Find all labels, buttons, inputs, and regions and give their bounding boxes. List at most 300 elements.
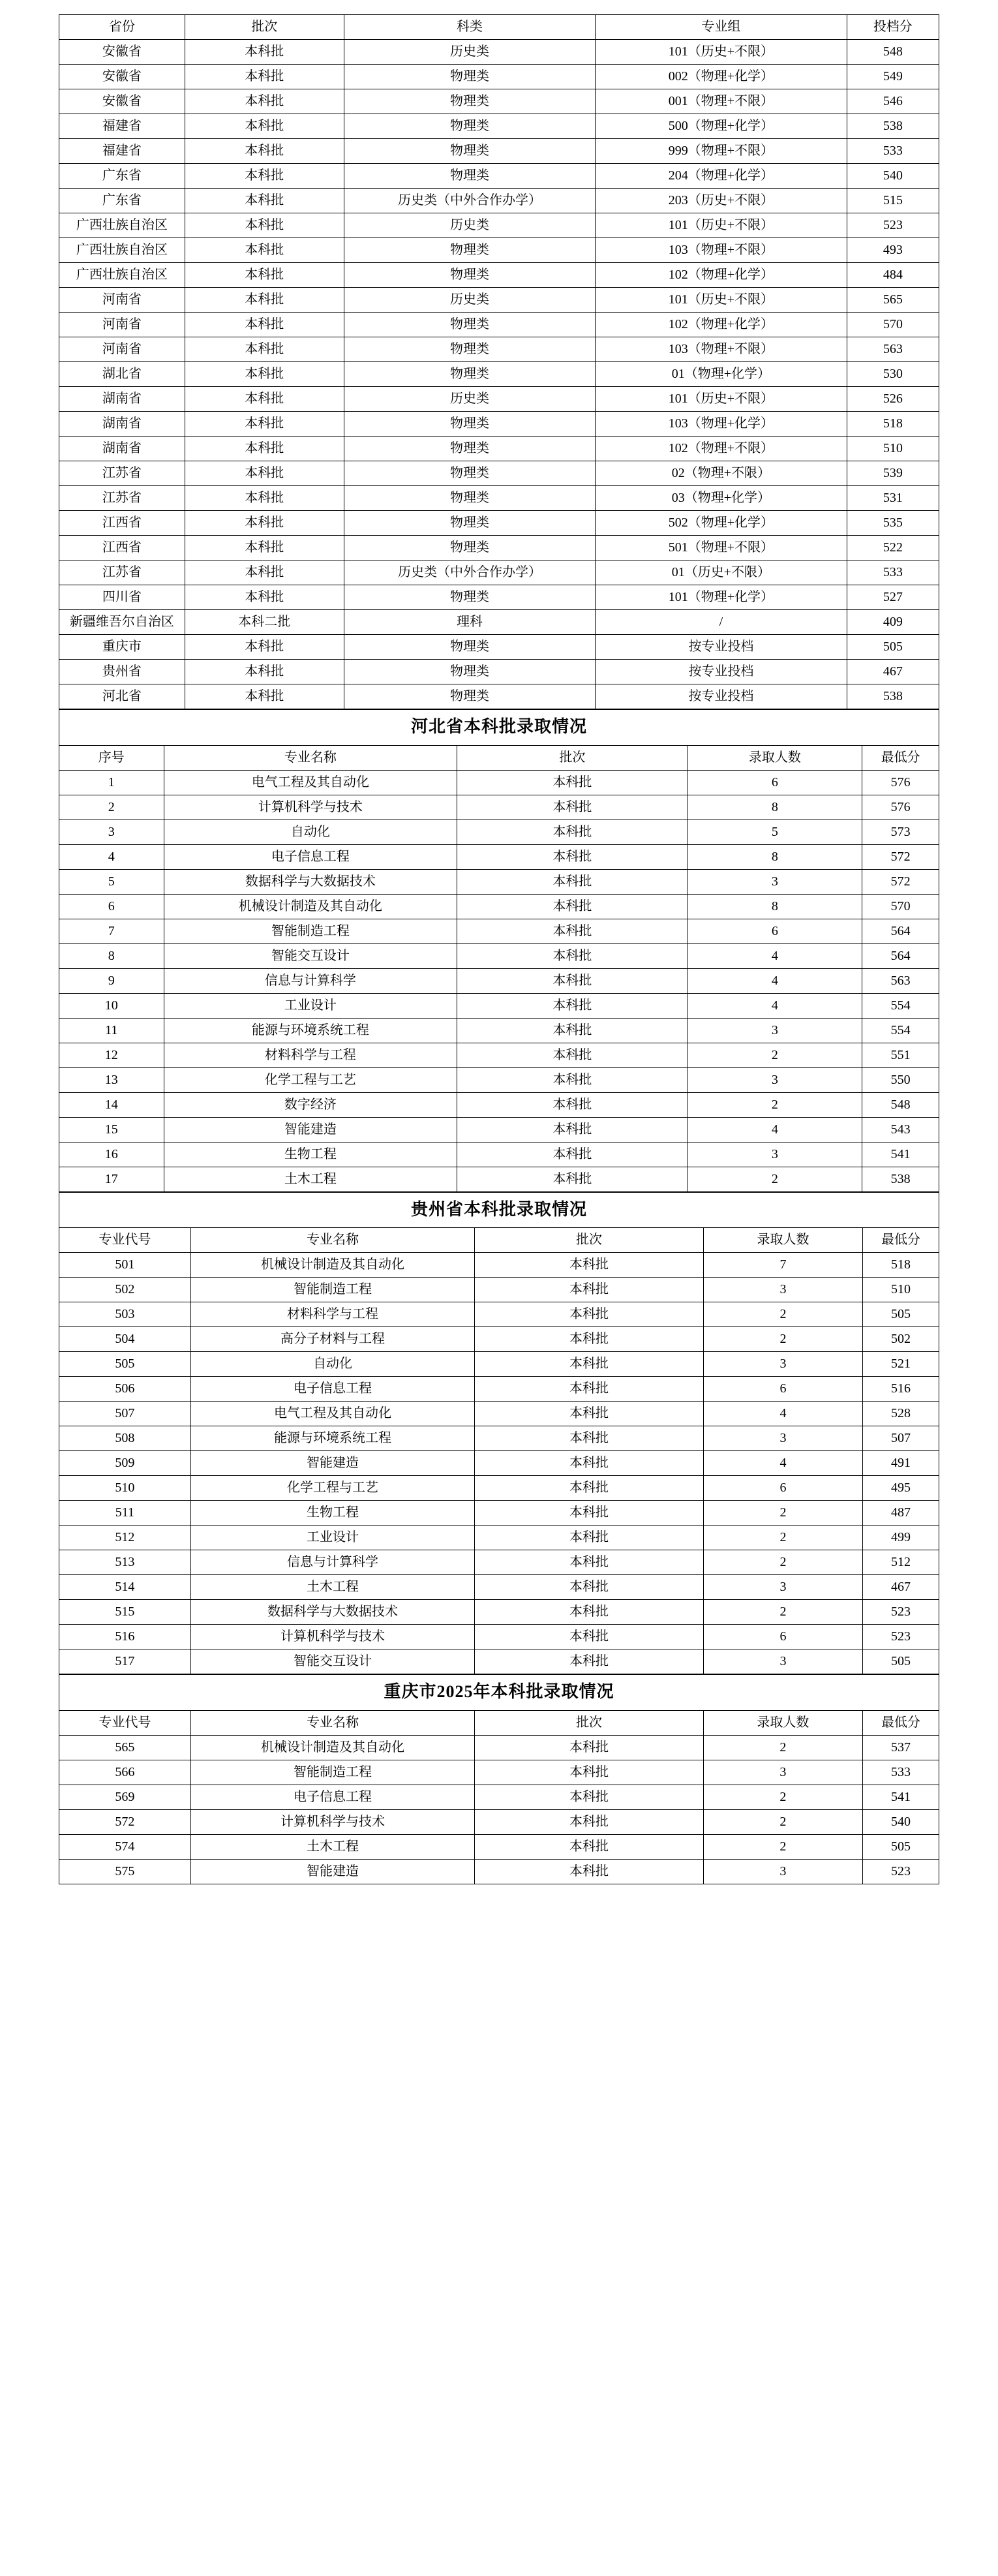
cell-batch: 本科批: [185, 139, 344, 164]
table-row: [59, 263, 939, 288]
table-row: [59, 919, 939, 943]
cell-admitted-count: 2: [703, 1834, 862, 1859]
column-header-admitted-count: 录取人数: [703, 1228, 862, 1253]
column-header-batch: 批次: [185, 15, 344, 40]
cell-index: 1: [59, 770, 164, 795]
cell-min-score: 510: [863, 1278, 939, 1302]
cell-score: 533: [847, 139, 939, 164]
cell-major-group: 101（历史+不限）: [596, 387, 847, 412]
table-row: [59, 362, 939, 387]
cell-admitted-count: 4: [688, 1117, 862, 1142]
column-header-min-score: 最低分: [863, 1228, 939, 1253]
cell-index: 9: [59, 968, 164, 993]
cell-batch: 本科批: [475, 1550, 704, 1575]
guizhou-section-title: 贵州省本科批录取情况: [59, 1192, 939, 1228]
cell-major-code: 503: [59, 1302, 191, 1327]
cell-batch: 本科批: [457, 1018, 688, 1043]
cell-major-name: 信息与计算科学: [190, 1550, 474, 1575]
cell-major-name: 土木工程: [164, 1167, 457, 1191]
cell-major-group: 501（物理+不限）: [596, 536, 847, 560]
cell-batch: 本科批: [475, 1377, 704, 1402]
cell-admitted-count: 8: [688, 844, 862, 869]
column-header-major-code: 专业代号: [59, 1710, 191, 1735]
cell-batch: 本科批: [457, 894, 688, 919]
cell-index: 16: [59, 1142, 164, 1167]
cell-score: 484: [847, 263, 939, 288]
table-row: [59, 40, 939, 65]
cell-admitted-count: 2: [703, 1327, 862, 1352]
cell-batch: 本科批: [185, 511, 344, 536]
cell-batch: 本科批: [185, 40, 344, 65]
table-row: [59, 114, 939, 139]
cell-admitted-count: 2: [703, 1526, 862, 1550]
cell-min-score: 576: [862, 770, 939, 795]
cell-subject: 物理类: [344, 684, 595, 709]
table-row: [59, 89, 939, 114]
table-row: [59, 511, 939, 536]
cell-major-name: 智能建造: [190, 1451, 474, 1476]
cell-index: 15: [59, 1117, 164, 1142]
cell-batch: 本科批: [475, 1625, 704, 1649]
table-row: [59, 1426, 939, 1451]
cell-major-name: 计算机科学与技术: [190, 1809, 474, 1834]
cell-admitted-count: 2: [703, 1735, 862, 1760]
cell-score: 539: [847, 461, 939, 486]
cell-score: 531: [847, 486, 939, 511]
cell-batch: 本科批: [185, 660, 344, 684]
cell-admitted-count: 3: [688, 869, 862, 894]
cell-subject: 物理类: [344, 238, 595, 263]
table-row: [59, 993, 939, 1018]
table-row: [59, 412, 939, 437]
cell-province: 湖南省: [59, 387, 185, 412]
cell-major-group: 203（历史+不限）: [596, 189, 847, 213]
table-row: [59, 1735, 939, 1760]
guizhou-table-head: [59, 1192, 939, 1253]
cell-min-score: 523: [863, 1859, 939, 1884]
cell-index: 4: [59, 844, 164, 869]
cell-province: 福建省: [59, 114, 185, 139]
cell-min-score: 554: [862, 1018, 939, 1043]
table-row: [59, 189, 939, 213]
cell-subject: 物理类: [344, 139, 595, 164]
cell-batch: 本科批: [475, 1785, 704, 1809]
cell-major-group: 999（物理+不限）: [596, 139, 847, 164]
cell-score: 527: [847, 585, 939, 610]
cell-major-name: 材料科学与工程: [164, 1043, 457, 1067]
cell-major-name: 智能制造工程: [190, 1760, 474, 1785]
table-row: [59, 1649, 939, 1674]
cell-major-group: 103（物理+不限）: [596, 337, 847, 362]
cell-index: 13: [59, 1067, 164, 1092]
cell-subject: 物理类: [344, 164, 595, 189]
table-row: [59, 660, 939, 684]
cell-min-score: 528: [863, 1402, 939, 1426]
table-row: [59, 1809, 939, 1834]
table-row: [59, 635, 939, 660]
cell-batch: 本科批: [185, 238, 344, 263]
column-header-index: 序号: [59, 745, 164, 770]
table-header-row: [59, 15, 939, 40]
hebei-table-body: [59, 770, 939, 1191]
cell-subject: 历史类: [344, 40, 595, 65]
section-title-row: [59, 1675, 939, 1711]
cell-province: 江苏省: [59, 486, 185, 511]
table-row: [59, 1377, 939, 1402]
table-row: [59, 65, 939, 89]
table-row: [59, 770, 939, 795]
cell-major-name: 电气工程及其自动化: [190, 1402, 474, 1426]
table-row: [59, 387, 939, 412]
cell-batch: 本科批: [185, 560, 344, 585]
cell-admitted-count: 3: [703, 1426, 862, 1451]
cell-subject: 物理类: [344, 660, 595, 684]
cell-min-score: 564: [862, 943, 939, 968]
cell-score: 540: [847, 164, 939, 189]
cell-score: 522: [847, 536, 939, 560]
guizhou-table-body: [59, 1253, 939, 1674]
cell-subject: 物理类: [344, 585, 595, 610]
cell-admitted-count: 3: [703, 1575, 862, 1600]
table-row: [59, 560, 939, 585]
table-row: [59, 337, 939, 362]
hebei-section-title: 河北省本科批录取情况: [59, 710, 939, 746]
cell-batch: 本科批: [475, 1600, 704, 1625]
cell-index: 6: [59, 894, 164, 919]
cell-major-code: 517: [59, 1649, 191, 1674]
section-title-row: [59, 710, 939, 746]
table-row: [59, 1760, 939, 1785]
cell-major-name: 工业设计: [190, 1526, 474, 1550]
cell-batch: 本科批: [475, 1649, 704, 1674]
cell-subject: 历史类: [344, 213, 595, 238]
cell-min-score: 540: [863, 1809, 939, 1834]
cell-batch: 本科批: [185, 536, 344, 560]
cell-subject: 物理类: [344, 412, 595, 437]
cell-major-name: 能源与环境系统工程: [164, 1018, 457, 1043]
cell-batch: 本科批: [475, 1352, 704, 1377]
cell-major-code: 575: [59, 1859, 191, 1884]
table-row: [59, 1167, 939, 1191]
cell-major-name: 化学工程与工艺: [190, 1476, 474, 1501]
cell-batch: 本科批: [475, 1809, 704, 1834]
cell-batch: 本科批: [185, 164, 344, 189]
cell-min-score: 505: [863, 1302, 939, 1327]
cell-admitted-count: 2: [703, 1550, 862, 1575]
section-title-row: [59, 1192, 939, 1228]
cell-index: 17: [59, 1167, 164, 1191]
cell-major-code: 565: [59, 1735, 191, 1760]
cell-major-group: 102（物理+不限）: [596, 437, 847, 461]
cell-batch: 本科批: [475, 1575, 704, 1600]
cell-major-name: 电子信息工程: [190, 1377, 474, 1402]
cell-batch: 本科批: [457, 993, 688, 1018]
cell-batch: 本科批: [185, 362, 344, 387]
cell-batch: 本科批: [185, 213, 344, 238]
cell-major-group: 101（历史+不限）: [596, 213, 847, 238]
table-row: [59, 795, 939, 820]
cell-batch: 本科批: [475, 1859, 704, 1884]
cell-score: 538: [847, 684, 939, 709]
cell-major-name: 计算机科学与技术: [190, 1625, 474, 1649]
cell-index: 14: [59, 1092, 164, 1117]
cell-major-name: 工业设计: [164, 993, 457, 1018]
cell-batch: 本科批: [457, 943, 688, 968]
cell-score: 493: [847, 238, 939, 263]
cell-province: 湖南省: [59, 412, 185, 437]
cell-min-score: 495: [863, 1476, 939, 1501]
cell-subject: 物理类: [344, 65, 595, 89]
cell-major-group: 101（历史+不限）: [596, 288, 847, 313]
cell-admitted-count: 7: [703, 1253, 862, 1278]
table-row: [59, 437, 939, 461]
cell-batch: 本科批: [475, 1735, 704, 1760]
cell-major-group: 01（历史+不限）: [596, 560, 847, 585]
cell-min-score: 550: [862, 1067, 939, 1092]
cell-batch: 本科批: [185, 635, 344, 660]
chongqing-section-title: 重庆市2025年本科批录取情况: [59, 1675, 939, 1711]
cell-province: 广东省: [59, 164, 185, 189]
cell-min-score: 518: [863, 1253, 939, 1278]
table-row: [59, 1402, 939, 1426]
cell-batch: 本科批: [475, 1834, 704, 1859]
cell-batch: 本科批: [185, 114, 344, 139]
cell-province: 江西省: [59, 511, 185, 536]
cell-province: 安徽省: [59, 40, 185, 65]
cell-min-score: 538: [862, 1167, 939, 1191]
cell-batch: 本科批: [457, 795, 688, 820]
cell-admitted-count: 4: [688, 968, 862, 993]
table-row: [59, 1278, 939, 1302]
table-row: [59, 139, 939, 164]
table-row: [59, 536, 939, 560]
cell-batch: 本科批: [475, 1302, 704, 1327]
cell-major-code: 572: [59, 1809, 191, 1834]
cell-index: 11: [59, 1018, 164, 1043]
column-header-major-code: 专业代号: [59, 1228, 191, 1253]
cell-min-score: 523: [863, 1625, 939, 1649]
cell-province: 新疆维吾尔自治区: [59, 610, 185, 635]
cell-batch: 本科批: [185, 89, 344, 114]
cell-admitted-count: 3: [703, 1352, 862, 1377]
cell-subject: 物理类: [344, 263, 595, 288]
cell-admitted-count: 5: [688, 820, 862, 844]
cell-province: 重庆市: [59, 635, 185, 660]
cell-admitted-count: 3: [703, 1760, 862, 1785]
cell-batch: 本科批: [457, 1142, 688, 1167]
cell-major-name: 智能建造: [164, 1117, 457, 1142]
cell-min-score: 554: [862, 993, 939, 1018]
cell-subject: 历史类: [344, 387, 595, 412]
table-row: [59, 1526, 939, 1550]
cell-min-score: 521: [863, 1352, 939, 1377]
cell-index: 12: [59, 1043, 164, 1067]
cell-admitted-count: 8: [688, 795, 862, 820]
table-row: [59, 1018, 939, 1043]
table-row: [59, 844, 939, 869]
cell-province: 广西壮族自治区: [59, 238, 185, 263]
cell-major-name: 高分子材料与工程: [190, 1327, 474, 1352]
cell-major-name: 智能交互设计: [164, 943, 457, 968]
cell-major-group: 101（历史+不限）: [596, 40, 847, 65]
cell-min-score: 541: [862, 1142, 939, 1167]
cell-batch: 本科批: [457, 1043, 688, 1067]
cell-major-name: 材料科学与工程: [190, 1302, 474, 1327]
cell-province: 河南省: [59, 313, 185, 337]
cell-province: 河南省: [59, 288, 185, 313]
cell-province: 湖北省: [59, 362, 185, 387]
cell-min-score: 576: [862, 795, 939, 820]
cell-province: 湖南省: [59, 437, 185, 461]
cell-batch: 本科批: [457, 844, 688, 869]
cell-major-name: 生物工程: [164, 1142, 457, 1167]
cell-major-name: 智能制造工程: [164, 919, 457, 943]
cell-subject: 理科: [344, 610, 595, 635]
cell-batch: 本科批: [457, 1092, 688, 1117]
table-row: [59, 684, 939, 709]
cell-score: 518: [847, 412, 939, 437]
cell-score: 538: [847, 114, 939, 139]
cell-major-code: 511: [59, 1501, 191, 1526]
table-header-row: [59, 1710, 939, 1735]
cell-major-group: 03（物理+化学）: [596, 486, 847, 511]
provinces-score-table: [59, 14, 939, 709]
cell-major-group: 按专业投档: [596, 660, 847, 684]
cell-min-score: 572: [862, 844, 939, 869]
cell-major-name: 信息与计算科学: [164, 968, 457, 993]
cell-major-name: 土木工程: [190, 1834, 474, 1859]
table-header-row: [59, 745, 939, 770]
cell-major-name: 智能制造工程: [190, 1278, 474, 1302]
cell-min-score: 507: [863, 1426, 939, 1451]
table-row: [59, 1859, 939, 1884]
cell-admitted-count: 2: [703, 1501, 862, 1526]
cell-batch: 本科批: [185, 337, 344, 362]
cell-admitted-count: 2: [703, 1302, 862, 1327]
table-row: [59, 1785, 939, 1809]
cell-major-name: 数据科学与大数据技术: [190, 1600, 474, 1625]
cell-index: 5: [59, 869, 164, 894]
cell-batch: 本科批: [457, 820, 688, 844]
cell-major-code: 501: [59, 1253, 191, 1278]
cell-major-group: 002（物理+化学）: [596, 65, 847, 89]
cell-major-group: 01（物理+化学）: [596, 362, 847, 387]
cell-min-score: 537: [863, 1735, 939, 1760]
cell-admitted-count: 6: [703, 1625, 862, 1649]
cell-major-group: 103（物理+化学）: [596, 412, 847, 437]
cell-subject: 物理类: [344, 313, 595, 337]
cell-major-name: 智能建造: [190, 1859, 474, 1884]
cell-subject: 物理类: [344, 114, 595, 139]
cell-min-score: 516: [863, 1377, 939, 1402]
column-header-major-name: 专业名称: [190, 1710, 474, 1735]
cell-major-name: 土木工程: [190, 1575, 474, 1600]
cell-major-group: 502（物理+化学）: [596, 511, 847, 536]
cell-major-code: 515: [59, 1600, 191, 1625]
cell-batch: 本科批: [185, 486, 344, 511]
cell-index: 7: [59, 919, 164, 943]
cell-score: 565: [847, 288, 939, 313]
cell-province: 福建省: [59, 139, 185, 164]
cell-major-code: 513: [59, 1550, 191, 1575]
cell-admitted-count: 3: [688, 1018, 862, 1043]
cell-batch: 本科批: [475, 1501, 704, 1526]
cell-batch: 本科批: [475, 1760, 704, 1785]
cell-province: 安徽省: [59, 89, 185, 114]
chongqing-table-head: [59, 1675, 939, 1736]
cell-admitted-count: 3: [703, 1649, 862, 1674]
table-row: [59, 313, 939, 337]
table-row: [59, 610, 939, 635]
cell-admitted-count: 3: [688, 1142, 862, 1167]
cell-major-name: 智能交互设计: [190, 1649, 474, 1674]
cell-batch: 本科批: [185, 585, 344, 610]
cell-batch: 本科批: [457, 770, 688, 795]
cell-major-code: 569: [59, 1785, 191, 1809]
cell-subject: 物理类: [344, 89, 595, 114]
cell-admitted-count: 3: [688, 1067, 862, 1092]
cell-subject: 物理类: [344, 337, 595, 362]
cell-subject: 物理类: [344, 536, 595, 560]
cell-batch: 本科批: [185, 65, 344, 89]
cell-major-code: 512: [59, 1526, 191, 1550]
cell-batch: 本科批: [457, 1067, 688, 1092]
cell-batch: 本科批: [457, 1117, 688, 1142]
cell-score: 523: [847, 213, 939, 238]
cell-score: 563: [847, 337, 939, 362]
cell-major-name: 电气工程及其自动化: [164, 770, 457, 795]
cell-major-code: 502: [59, 1278, 191, 1302]
cell-major-group: 101（物理+化学）: [596, 585, 847, 610]
cell-min-score: 570: [862, 894, 939, 919]
provinces-table-body: [59, 40, 939, 709]
column-header-batch: 批次: [475, 1710, 704, 1735]
cell-admitted-count: 6: [703, 1476, 862, 1501]
cell-admitted-count: 3: [703, 1859, 862, 1884]
cell-score: 546: [847, 89, 939, 114]
cell-min-score: 548: [862, 1092, 939, 1117]
chongqing-admission-table: [59, 1674, 939, 1884]
cell-major-name: 计算机科学与技术: [164, 795, 457, 820]
cell-admitted-count: 4: [703, 1451, 862, 1476]
cell-major-name: 机械设计制造及其自动化: [190, 1735, 474, 1760]
cell-province: 四川省: [59, 585, 185, 610]
cell-major-code: 506: [59, 1377, 191, 1402]
cell-major-code: 574: [59, 1834, 191, 1859]
cell-major-code: 509: [59, 1451, 191, 1476]
table-row: [59, 1043, 939, 1067]
cell-subject: 历史类: [344, 288, 595, 313]
cell-major-code: 510: [59, 1476, 191, 1501]
cell-province: 贵州省: [59, 660, 185, 684]
table-row: [59, 1092, 939, 1117]
provinces-table-head: [59, 15, 939, 40]
cell-province: 江苏省: [59, 461, 185, 486]
cell-min-score: 572: [862, 869, 939, 894]
cell-province: 江苏省: [59, 560, 185, 585]
cell-major-group: 204（物理+化学）: [596, 164, 847, 189]
cell-major-name: 能源与环境系统工程: [190, 1426, 474, 1451]
table-row: [59, 461, 939, 486]
table-row: [59, 943, 939, 968]
table-row: [59, 1117, 939, 1142]
table-header-row: [59, 1228, 939, 1253]
cell-batch: 本科批: [185, 313, 344, 337]
table-row: [59, 1067, 939, 1092]
cell-index: 10: [59, 993, 164, 1018]
column-header-major-name: 专业名称: [190, 1228, 474, 1253]
table-row: [59, 164, 939, 189]
